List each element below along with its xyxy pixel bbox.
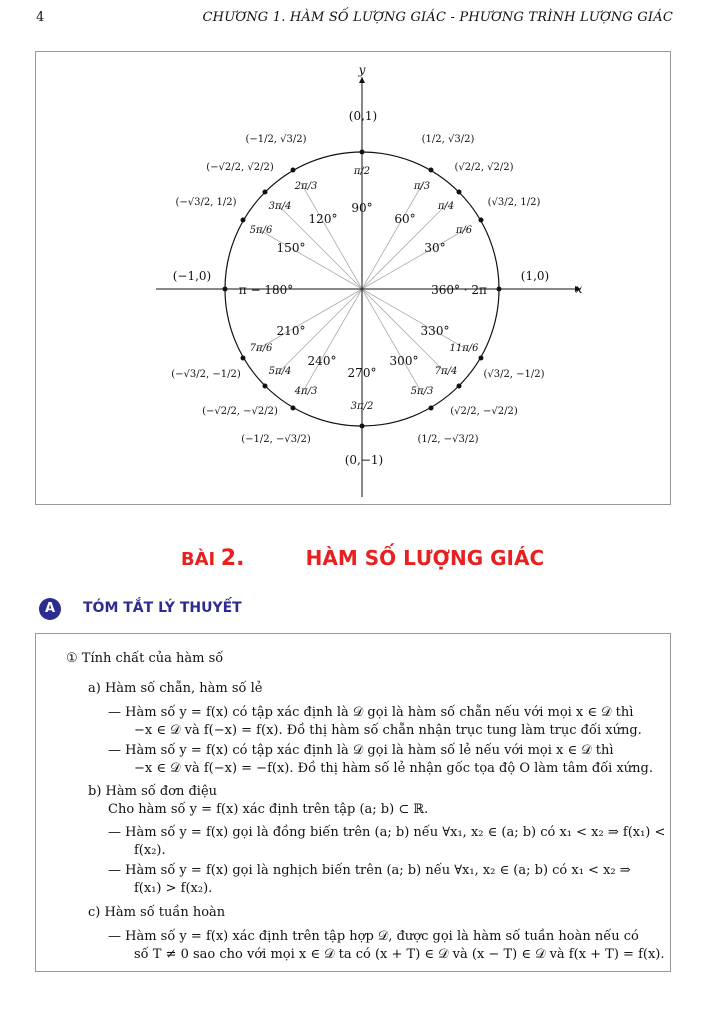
rad-3pi-2: 3π/2	[350, 401, 374, 412]
coord-60: (1/2, √3/2)	[421, 134, 475, 145]
deg-30: 30°	[424, 241, 446, 255]
a2-line-2: −x ∈ 𝒟 và f(−x) = −f(x). Đồ thị hàm số lẻ nhận gốc tọa độ O làm tâm đối xứng.	[134, 761, 654, 776]
deg-120: 120°	[308, 212, 338, 226]
deg-210: 210°	[276, 324, 306, 338]
c1-line-1: — Hàm số y = f(x) xác định trên tập hợp 𝒟, được gọi là hàm số tuần hoàn nếu có	[108, 929, 639, 944]
rad-7pi-4: 7π/4	[434, 366, 458, 377]
deg-270: 270°	[347, 366, 377, 380]
a1-line-1: — Hàm số y = f(x) có tập xác định là 𝒟 gọi là hàm số chẵn nếu với mọi x ∈ 𝒟 thì	[108, 705, 634, 720]
page-number: 4	[36, 10, 45, 25]
rad-3pi-4: 3π/4	[268, 201, 292, 212]
rad-7pi-6: 7π/6	[249, 343, 273, 354]
x-axis-label: x	[575, 282, 583, 296]
rad-pi-4: π/4	[437, 201, 455, 212]
lesson-number: 2.	[220, 546, 245, 571]
section-letter-badge: A	[39, 598, 61, 620]
coord-210: (−√3/2, −1/2)	[171, 369, 241, 380]
subsection-b-title: b) Hàm số đơn điệu	[88, 784, 218, 799]
point-top: (0,1)	[348, 109, 378, 123]
rad-5pi-6: 5π/6	[249, 225, 273, 236]
coord-225: (−√2/2, −√2/2)	[202, 406, 278, 417]
rad-11pi-6: 11π/6	[449, 343, 479, 354]
deg-300: 300°	[389, 354, 419, 368]
coord-120: (−1/2, √3/2)	[245, 134, 307, 145]
page-header	[0, 8, 725, 30]
a2-line-1: — Hàm số y = f(x) có tập xác định là 𝒟 gọi là hàm số lẻ nếu với mọi x ∈ 𝒟 thì	[108, 743, 614, 758]
unit-circle-figure	[35, 51, 671, 505]
coord-300: (1/2, −√3/2)	[417, 434, 479, 445]
section-title: TÓM TẮT LÝ THUYẾT	[83, 600, 242, 616]
theory-box	[35, 633, 671, 972]
c1-line-2: số T ≠ 0 sao cho với mọi x ∈ 𝒟 ta có (x + T) ∈ 𝒟 và (x − T) ∈ 𝒟 và f(x + T) = f(x).	[134, 947, 665, 962]
point-left: (−1,0)	[172, 269, 212, 283]
deg-150: 150°	[276, 241, 306, 255]
rad-4pi-3: 4π/3	[294, 386, 318, 397]
coord-30: (√3/2, 1/2)	[487, 197, 541, 208]
rad-pi-2: π/2	[353, 166, 371, 177]
item-1-title: ① Tính chất của hàm số	[66, 651, 224, 666]
rad-5pi-3: 5π/3	[410, 386, 434, 397]
coord-240: (−1/2, −√3/2)	[241, 434, 311, 445]
b2-line-1: — Hàm số y = f(x) gọi là nghịch biến trên (a; b) nếu ∀x₁, x₂ ∈ (a; b) có x₁ < x₂ ⇒	[108, 863, 631, 878]
b-intro: Cho hàm số y = f(x) xác định trên tập (a; b) ⊂ ℝ.	[108, 802, 429, 817]
coord-315: (√2/2, −√2/2)	[450, 406, 518, 417]
b1-line-2: f(x₂).	[134, 843, 166, 858]
deg-240: 240°	[307, 354, 337, 368]
subsection-c-title: c) Hàm số tuần hoàn	[88, 905, 226, 920]
y-axis-label: y	[358, 63, 366, 77]
subsection-a-title: a) Hàm số chẵn, hàm số lẻ	[88, 681, 263, 696]
coord-150: (−√3/2, 1/2)	[175, 197, 237, 208]
b1-line-1: — Hàm số y = f(x) gọi là đồng biến trên (a; b) nếu ∀x₁, x₂ ∈ (a; b) có x₁ < x₂ ⇒ f(x₁) <	[108, 825, 666, 840]
b2-line-2: f(x₁) > f(x₂).	[134, 881, 213, 896]
rad-2pi-3: 2π/3	[294, 181, 318, 192]
coord-135: (−√2/2, √2/2)	[206, 162, 274, 173]
chapter-title: CHƯƠNG 1. HÀM SỐ LƯỢNG GIÁC - PHƯƠNG TRÌNH LƯỢNG GIÁC	[202, 10, 673, 25]
point-right: (1,0)	[520, 269, 550, 283]
lesson-heading	[0, 546, 725, 571]
deg-180-pi: π − 180°	[238, 283, 294, 297]
point-bottom: (0,−1)	[344, 453, 384, 467]
rad-pi-3: π/3	[413, 181, 431, 192]
coord-45: (√2/2, √2/2)	[454, 162, 514, 173]
lesson-label: BÀI	[180, 549, 216, 570]
deg-330: 330°	[420, 324, 450, 338]
rad-pi-6: π/6	[455, 225, 473, 236]
a1-line-2: −x ∈ 𝒟 và f(−x) = f(x). Đồ thị hàm số chẵn nhận trục tung làm trục đối xứng.	[134, 723, 642, 738]
deg-90: 90°	[351, 201, 373, 215]
coord-330: (√3/2, −1/2)	[483, 369, 545, 380]
deg-60: 60°	[394, 212, 416, 226]
lesson-title: HÀM SỐ LƯỢNG GIÁC	[305, 546, 545, 570]
rad-5pi-4: 5π/4	[268, 366, 292, 377]
deg-360-2pi: 360° · 2π	[431, 283, 487, 297]
